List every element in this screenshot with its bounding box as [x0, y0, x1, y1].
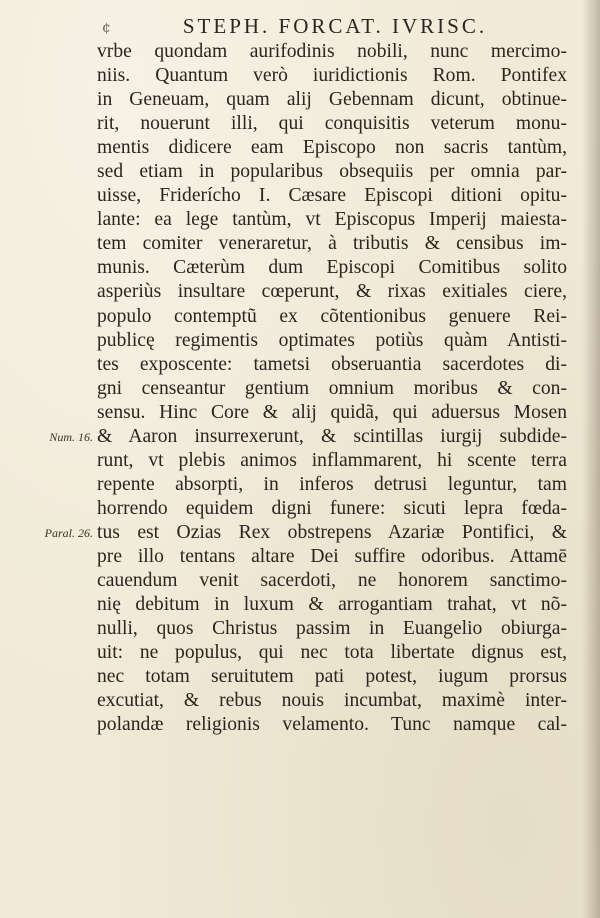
line-text: vrbe quondam aurifodinis nobili, nunc mercimo- [97, 41, 567, 62]
text-line [49, 425, 569, 449]
text-line [97, 665, 569, 689]
text-line [97, 136, 569, 160]
text-line [97, 305, 569, 329]
line-text: nię debitum in luxum & arrogantiam trahat, vt nõ- [97, 594, 567, 616]
text-line [97, 184, 569, 208]
text-line [97, 329, 569, 353]
text-line [97, 40, 569, 64]
text-line [44, 521, 569, 545]
line-text: excutiat, & rebus nouis incumbat, maximè inter- [97, 690, 567, 712]
line-text: polandæ religionis velamento. Tunc namque cal- [97, 714, 567, 736]
line-text: mentis didicere eam Episcopo non sacris tantùm, [97, 137, 567, 159]
text-line [97, 617, 569, 641]
line-text: sed etiam in popularibus obsequiis per omnia par- [97, 161, 567, 183]
line-text: uit: ne populus, qui nec tota libertate dignus est, [97, 642, 567, 664]
body-text [44, 40, 569, 737]
line-text: in Geneuam, quam alij Gebennam dicunt, obtinue- [97, 89, 567, 111]
text-line [97, 593, 569, 617]
line-text: tus est Ozias Rex obstrepens Azariæ Pontifici, & [97, 521, 567, 543]
line-text: populo contemptũ ex cõtentionibus genuere Rei- [97, 305, 567, 327]
line-text: publicę regimentis optimates potiùs quàm Antisti- [97, 329, 567, 351]
text-line [97, 88, 569, 112]
line-text: nulli, quos Christus passim in Euangelio obiurga- [97, 618, 567, 640]
text-line [97, 473, 569, 497]
line-text: nec totam seruitutem pati potest, iugum prorsus [97, 666, 567, 688]
text-line [97, 160, 569, 184]
text-line [97, 449, 569, 473]
text-line [97, 569, 569, 593]
line-text: munis. Cæterùm dum Episcopi Comitibus solito [97, 257, 567, 279]
text-line [97, 280, 569, 304]
line-text: asperiùs insultare cœperunt, & rixas exitiales ciere, [97, 281, 567, 303]
text-line [97, 256, 569, 280]
line-text: cauendum venit sacerdoti, ne honorem sanctimo- [97, 570, 567, 592]
text-line [97, 641, 569, 665]
text-line [97, 208, 569, 232]
spine-shadow [582, 0, 600, 918]
line-text: uisse, Friderícho I. Cæsare Episcopi ditioni opitu- [97, 185, 567, 207]
line-text: sensu. Hinc Core & alij quidã, qui aduersus Mosen [97, 401, 567, 423]
line-text: pre illo tentans altare Dei suffire odoribus. Attamē [97, 545, 567, 567]
text-line [97, 545, 569, 569]
text-line [97, 232, 569, 256]
text-line [97, 64, 569, 88]
line-text: runt, vt plebis animos inflammarent, hi scente terra [97, 449, 567, 471]
line-text: tem comiter veneraretur, à tributis & censibus im- [97, 233, 567, 255]
line-text: gni censeantur gentium omnium moribus & con- [97, 377, 567, 399]
line-text: & Aaron insurrexerunt, & scintillas iurgij subdide- [97, 425, 567, 447]
line-text: rit, nouerunt illi, qui conquisitis veterum monu- [97, 113, 567, 135]
text-line [97, 112, 569, 136]
text-line [97, 377, 569, 401]
line-text: tes exposcente: tametsi obseruantia sacerdotes di- [97, 353, 567, 375]
text-line [97, 497, 569, 521]
text-line [97, 689, 569, 713]
line-text: horrendo equidem digni funere: sicuti lepra fœda- [97, 497, 567, 519]
margin-reference: Paral. 26. [44, 525, 93, 540]
line-text: niis. Quantum verò iuridictionis Rom. Pontifex [97, 65, 567, 87]
margin-reference: Num. 16. [49, 429, 93, 444]
text-line [97, 713, 569, 737]
running-title: STEPH. FORCAT. IVRISC. [182, 14, 488, 38]
text-line [97, 353, 569, 377]
line-text: lante: ea lege tantùm, vt Episcopus Imperij maiesta- [97, 209, 567, 231]
header-ornament: ¢ [102, 20, 111, 36]
text-line [97, 401, 569, 425]
line-text: repente absorpti, in inferos detrusi leguntur, tam [97, 473, 567, 495]
